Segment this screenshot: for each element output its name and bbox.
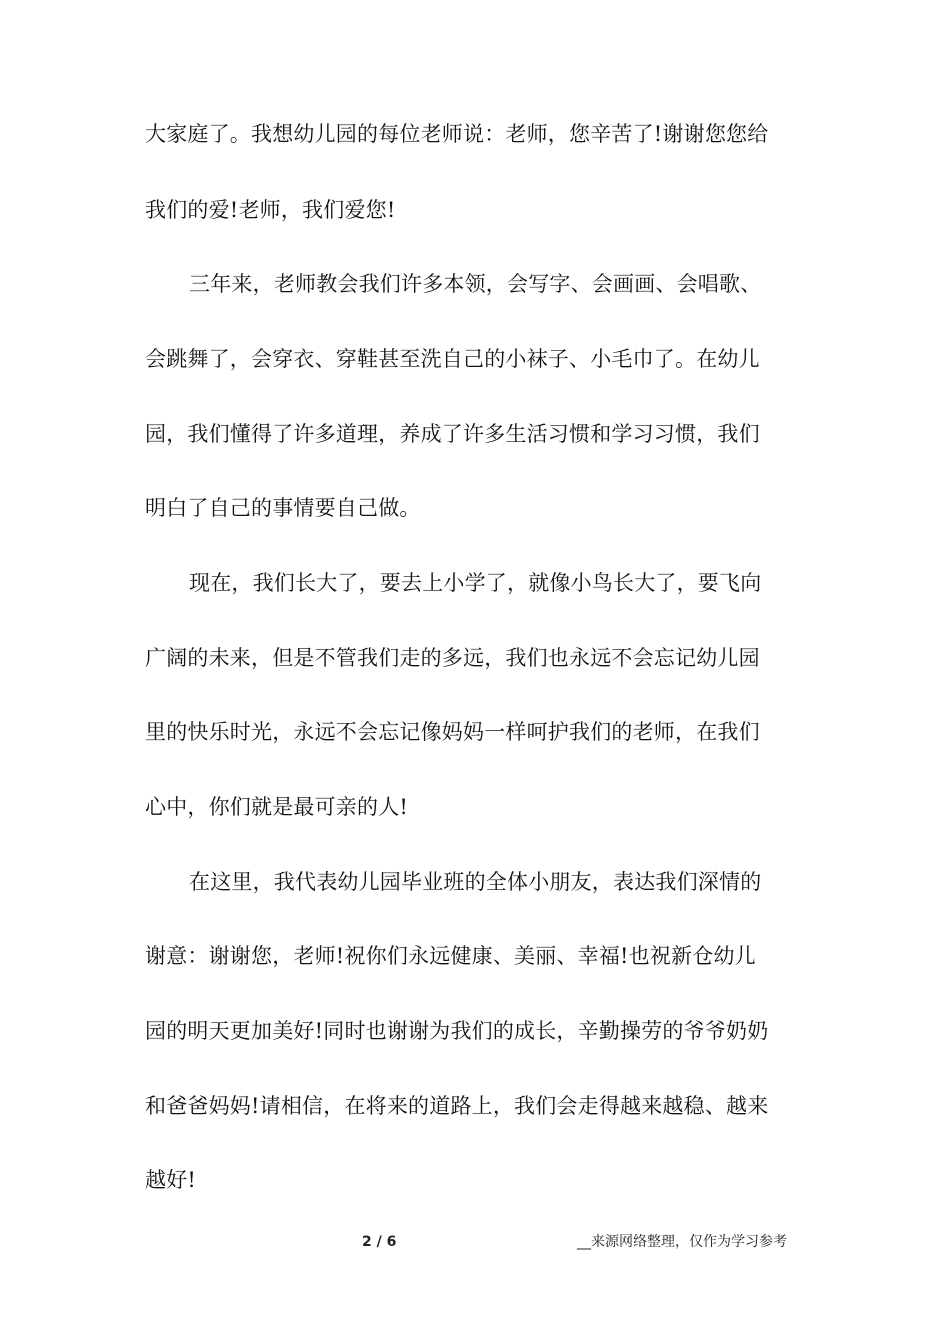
body-text-line: 和爸爸妈妈!请相信，在将来的道路上，我们会走得越来越稳、越来 [145, 1094, 769, 1118]
body-text-line: 会跳舞了，会穿衣、穿鞋甚至洗自己的小袜子、小毛巾了。在幼儿 [145, 347, 760, 371]
body-text-line: 谢意：谢谢您，老师!祝你们永远健康、美丽、幸福!也祝新仓幼儿 [145, 944, 756, 968]
paragraph-first-line: 三年来，老师教会我们许多本领，会写字、会画画、会唱歌、 [189, 272, 762, 296]
body-text-line: 园的明天更加美好!同时也谢谢为我们的成长，辛勤操劳的爷爷奶奶 [145, 1019, 769, 1043]
paragraph-first-line: 在这里，我代表幼儿园毕业班的全体小朋友，表达我们深情的 [189, 870, 762, 894]
body-text-line: 明白了自己的事情要自己做。 [145, 496, 421, 520]
body-text-line: 广阔的未来，但是不管我们走的多远，我们也永远不会忘记幼儿园 [145, 646, 760, 670]
body-text-line: 我们的爱!老师，我们爱您! [145, 198, 396, 222]
body-text-line: 越好! [145, 1168, 197, 1192]
body-text-line: 里的快乐时光，永远不会忘记像妈妈一样呵护我们的老师，在我们 [145, 720, 760, 744]
paragraph-first-line: 现在，我们长大了，要去上小学了，就像小鸟长大了，要飞向 [189, 571, 762, 595]
footer-note: __来源网络整理，仅作为学习参考 [577, 1234, 787, 1250]
body-text-line: 大家庭了。我想幼儿园的每位老师说：老师，您辛苦了!谢谢您您给 [145, 122, 769, 146]
body-text-line: 园，我们懂得了许多道理，养成了许多生活习惯和学习习惯，我们 [145, 422, 760, 446]
body-text-line: 心中，你们就是最可亲的人! [145, 795, 409, 819]
page-number: 2 / 6 [362, 1234, 397, 1250]
